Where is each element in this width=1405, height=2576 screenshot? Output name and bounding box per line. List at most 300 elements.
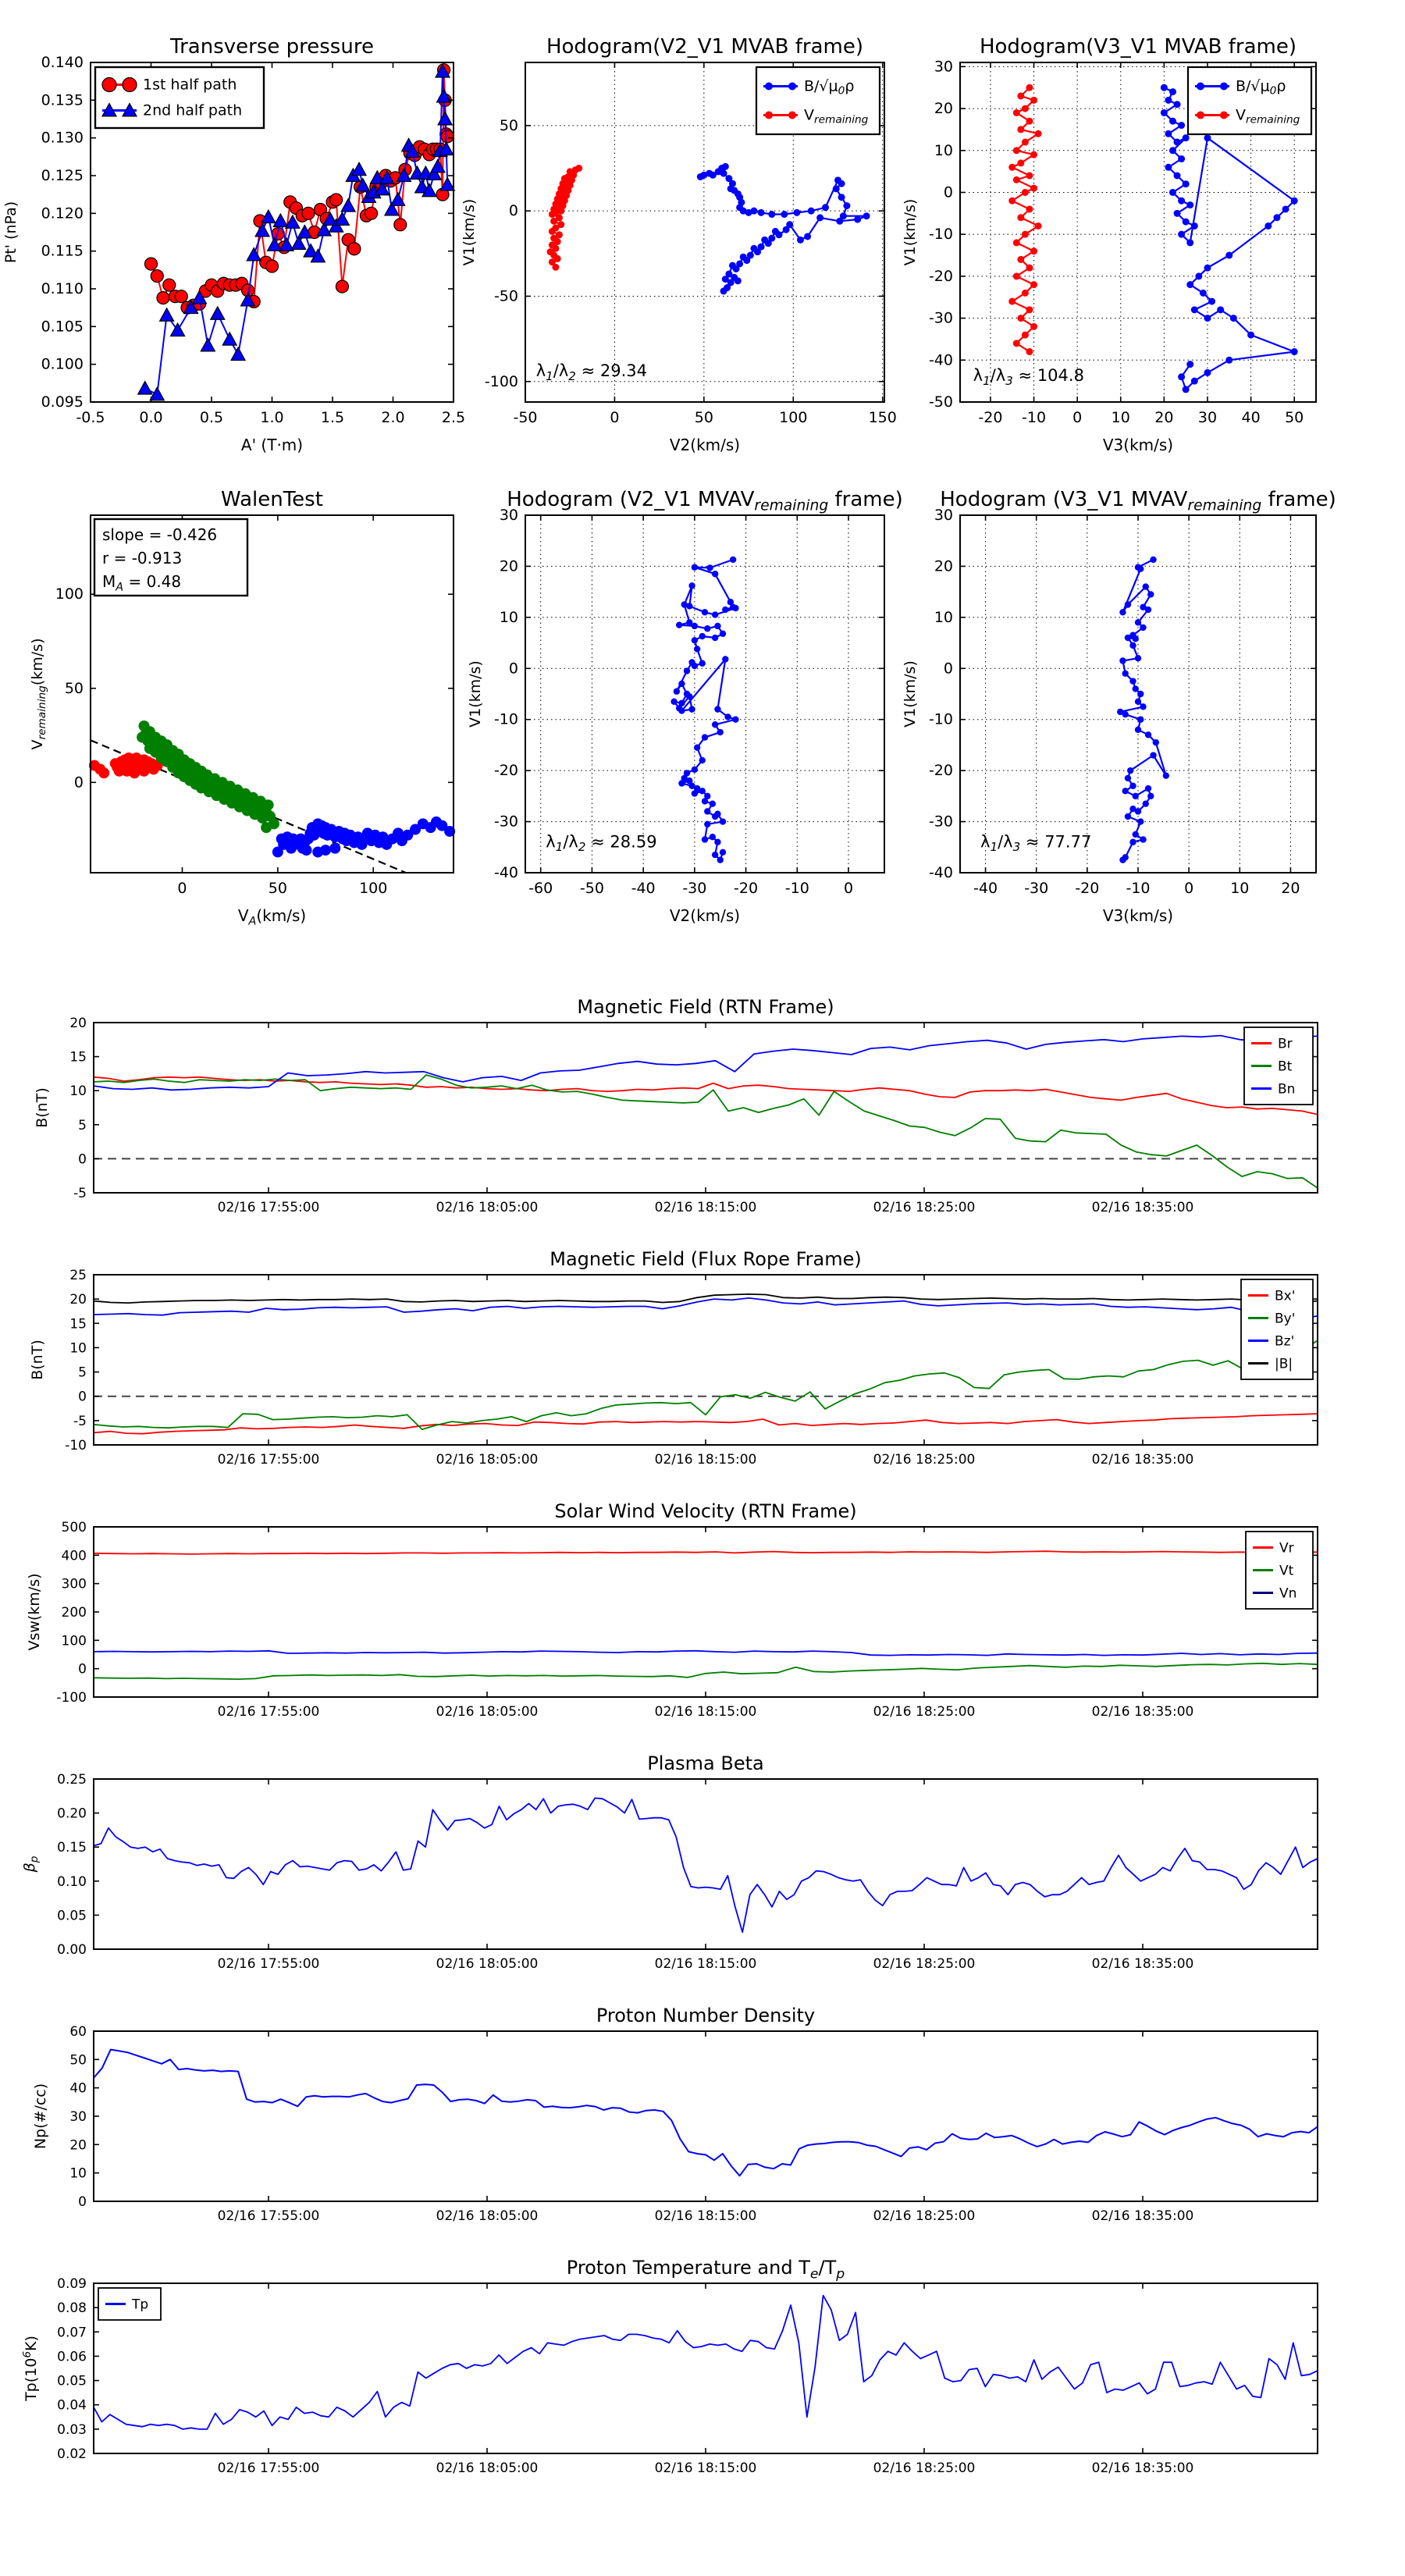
legend-label: Tp	[132, 2297, 149, 2313]
point-marker	[712, 635, 718, 641]
x-axis-label: V3(km/s)	[1102, 436, 1174, 454]
point-marker	[329, 843, 340, 854]
x-tick-label: 02/16 17:55:00	[217, 2208, 320, 2224]
y-tick-label: -30	[928, 813, 953, 831]
y-axis-label: V1(km/s)	[902, 660, 919, 728]
x-tick-label: -40	[973, 880, 998, 897]
point-marker	[1145, 785, 1151, 792]
legend-label: Vt	[1279, 1563, 1294, 1579]
point-marker	[1022, 139, 1029, 146]
legend-label: $B/√\mu_0\rho$	[804, 77, 855, 98]
point-marker	[730, 557, 736, 563]
point-marker	[1183, 386, 1190, 393]
point-marker	[1183, 219, 1190, 226]
y-tick-label: -40	[928, 864, 953, 881]
y-tick-label: 0.03	[57, 2421, 87, 2438]
y-tick-label: 30	[934, 507, 953, 524]
y-tick-label: -40	[493, 864, 518, 881]
y-tick-label: 50	[69, 2052, 87, 2069]
y-tick-label: -10	[928, 710, 953, 728]
point-marker	[1200, 290, 1207, 297]
point-marker	[1125, 775, 1131, 781]
point-marker	[1135, 655, 1141, 661]
point-marker	[1125, 635, 1131, 641]
panel-title: Hodogram(V3_V1 MVAB frame)	[979, 35, 1297, 59]
point-marker	[833, 185, 840, 192]
x-tick-label: 50	[268, 880, 287, 897]
point-marker	[712, 852, 718, 858]
legend	[1241, 1279, 1313, 1379]
point-marker	[863, 212, 870, 219]
point-marker	[717, 729, 724, 735]
x-tick-label: 0	[610, 409, 620, 426]
point-marker	[1204, 315, 1211, 322]
x-tick-label: 02/16 18:15:00	[654, 1704, 757, 1720]
panel-title: Magnetic Field (Flux Rope Frame)	[550, 1248, 862, 1270]
x-tick-label: -40	[631, 880, 656, 897]
y-axis-label: V1(km/s)	[902, 198, 919, 266]
x-tick-label: -10	[1022, 409, 1047, 426]
x-tick-label: 02/16 18:05:00	[436, 1452, 539, 1468]
y-tick-label: 0.25	[57, 1772, 87, 1788]
point-marker	[704, 625, 710, 632]
y-tick-label: 0	[508, 202, 518, 220]
point-marker	[717, 856, 724, 863]
point-marker	[702, 609, 708, 615]
point-marker	[1129, 806, 1136, 812]
y-axis-label: V1(km/s)	[461, 198, 478, 266]
x-tick-label: 0	[177, 880, 187, 897]
point-marker	[1247, 332, 1254, 339]
point-marker	[1022, 189, 1029, 196]
point-marker	[1017, 214, 1024, 221]
y-tick-label: -30	[928, 309, 953, 327]
point-marker	[1174, 210, 1181, 217]
x-tick-label: -10	[784, 880, 809, 897]
point-marker	[1169, 189, 1176, 196]
point-marker	[1026, 205, 1033, 212]
point-marker	[1013, 109, 1020, 116]
point-marker	[838, 180, 845, 187]
y-axis-label: Vsw(km/s)	[26, 1573, 43, 1651]
legend	[95, 67, 264, 128]
x-tick-label: 0	[1072, 409, 1083, 426]
x-tick-label: 02/16 18:15:00	[654, 1200, 757, 1215]
point-marker	[1140, 836, 1146, 842]
point-marker	[394, 219, 407, 231]
point-marker	[1035, 222, 1042, 229]
point-marker	[702, 836, 708, 842]
point-marker	[1143, 800, 1149, 806]
point-marker	[710, 834, 716, 840]
legend-label: |B|	[1275, 1356, 1293, 1372]
x-tick-label: 150	[868, 409, 897, 426]
x-tick-label: 02/16 18:25:00	[873, 1200, 976, 1215]
point-marker	[720, 287, 727, 294]
point-marker	[441, 130, 454, 143]
point-marker	[1220, 112, 1228, 119]
x-tick-label: 02/16 18:35:00	[1091, 2460, 1194, 2476]
x-tick-label: 20	[1154, 409, 1174, 426]
point-marker	[163, 279, 176, 291]
y-tick-label: 30	[934, 58, 953, 76]
point-marker	[750, 208, 757, 215]
point-marker	[1183, 134, 1190, 141]
y-tick-label: 0.02	[57, 2446, 87, 2462]
x-tick-label: 02/16 18:35:00	[1091, 1704, 1194, 1720]
y-tick-label: -50	[493, 287, 518, 305]
point-marker	[1174, 139, 1181, 146]
point-marker	[1174, 101, 1181, 108]
point-marker	[854, 216, 861, 223]
point-marker	[704, 821, 710, 827]
point-marker	[330, 194, 343, 206]
y-tick-label: 20	[69, 1016, 87, 1031]
x-tick-label: 0	[1184, 880, 1194, 897]
point-marker	[732, 717, 738, 723]
point-marker	[793, 209, 800, 216]
point-marker	[1026, 265, 1033, 272]
point-marker	[1147, 793, 1154, 799]
x-tick-label: 02/16 18:05:00	[436, 1956, 539, 1972]
point-marker	[1191, 222, 1198, 229]
point-marker	[1282, 205, 1289, 212]
x-tick-label: 02/16 18:05:00	[436, 1200, 539, 1215]
legend-label: 1st half path	[143, 76, 237, 94]
point-marker	[365, 207, 378, 219]
y-tick-label: 200	[61, 1605, 87, 1621]
y-axis-label: B(nT)	[29, 1340, 46, 1380]
point-marker	[1163, 772, 1169, 778]
point-marker	[808, 208, 815, 215]
point-marker	[1197, 112, 1204, 119]
point-marker	[1143, 583, 1149, 589]
point-marker	[1013, 340, 1020, 347]
x-axis-label: $V_A(km/s)$	[237, 906, 307, 928]
point-marker	[1204, 134, 1211, 141]
y-tick-label: 5	[78, 1364, 87, 1381]
point-marker	[788, 112, 796, 119]
point-marker	[1017, 256, 1024, 263]
point-marker	[781, 211, 788, 218]
legend-label: Bn	[1278, 1081, 1296, 1098]
point-marker	[702, 734, 708, 740]
x-tick-label: -50	[579, 880, 604, 897]
point-marker	[768, 211, 775, 218]
x-tick-label: 10	[1230, 880, 1250, 897]
point-marker	[688, 659, 695, 665]
y-axis-label: $V_{remaining}(km/s)$	[29, 638, 49, 750]
point-marker	[722, 607, 728, 613]
point-marker	[722, 163, 729, 170]
y-tick-label: -10	[493, 710, 518, 728]
point-marker	[676, 621, 682, 628]
y-tick-label: 50	[64, 679, 84, 697]
x-tick-label: 02/16 17:55:00	[217, 1200, 320, 1215]
point-marker	[1122, 671, 1129, 677]
point-marker	[1137, 818, 1144, 824]
y-tick-label: 0	[78, 1151, 87, 1168]
point-marker	[1026, 84, 1033, 91]
panel-title: Magnetic Field (RTN Frame)	[577, 996, 834, 1018]
point-marker	[788, 83, 796, 91]
y-tick-label: 500	[61, 1520, 87, 1535]
point-marker	[1026, 173, 1033, 180]
point-marker	[1013, 147, 1020, 154]
x-tick-label: 02/16 18:05:00	[436, 2460, 539, 2476]
y-tick-label: 0	[78, 1661, 87, 1678]
x-tick-label: 02/16 18:15:00	[654, 1956, 757, 1972]
y-tick-label: 0.07	[57, 2325, 87, 2341]
point-marker	[674, 688, 680, 695]
y-tick-label: 0.04	[57, 2397, 87, 2414]
point-marker	[102, 78, 116, 92]
point-marker	[1030, 247, 1037, 254]
point-marker	[758, 209, 765, 216]
y-tick-label: 0.125	[41, 167, 84, 184]
point-marker	[724, 713, 731, 720]
point-marker	[692, 564, 698, 571]
y-tick-label: 0.00	[57, 1942, 87, 1958]
point-marker	[1178, 155, 1185, 162]
point-marker	[1186, 281, 1193, 288]
y-tick-label: 100	[55, 585, 84, 603]
x-tick-label: 02/16 18:05:00	[436, 1704, 539, 1720]
point-marker	[1122, 788, 1129, 794]
y-tick-label: 0.05	[57, 2373, 87, 2389]
point-marker	[1133, 831, 1139, 838]
point-marker	[714, 839, 720, 845]
point-marker	[684, 667, 690, 674]
point-marker	[1208, 298, 1215, 305]
y-tick-label: 0.08	[57, 2300, 87, 2317]
y-tick-label: 300	[61, 1576, 87, 1592]
point-marker	[692, 623, 698, 629]
y-tick-label: 0.120	[41, 205, 84, 222]
point-marker	[694, 745, 700, 751]
point-marker	[712, 721, 718, 728]
point-marker	[1137, 566, 1144, 572]
lambda-annotation: $\lambda_1/\lambda_3 \approx 104.8$	[973, 366, 1084, 388]
point-marker	[712, 571, 718, 577]
point-marker	[1026, 306, 1033, 313]
point-marker	[720, 849, 726, 856]
point-marker	[1291, 197, 1298, 205]
y-tick-label: -10	[65, 1438, 87, 1453]
point-marker	[714, 811, 720, 817]
y-tick-label: -30	[493, 813, 518, 831]
point-marker	[720, 818, 726, 824]
y-tick-label: 0.09	[57, 2276, 87, 2292]
point-marker	[1264, 222, 1272, 229]
point-marker	[714, 706, 720, 712]
y-tick-label: -100	[484, 372, 518, 390]
point-marker	[1030, 185, 1037, 192]
point-marker	[1017, 126, 1024, 133]
x-tick-label: 02/16 17:55:00	[217, 1452, 320, 1468]
y-tick-label: 20	[934, 100, 953, 118]
x-tick-label: 100	[779, 409, 808, 426]
y-axis-label: B(nT)	[34, 1087, 51, 1128]
point-marker	[1140, 624, 1146, 631]
point-marker	[1137, 691, 1144, 697]
point-marker	[145, 258, 158, 270]
x-tick-label: 0	[843, 880, 854, 897]
point-marker	[1217, 306, 1224, 313]
x-tick-label: 02/16 17:55:00	[217, 2460, 320, 2476]
point-marker	[688, 582, 695, 589]
y-tick-label: -50	[928, 393, 953, 411]
point-marker	[1030, 323, 1037, 330]
y-axis-label: $\beta_p$	[21, 1856, 41, 1873]
point-marker	[1017, 315, 1024, 322]
point-marker	[1008, 298, 1016, 305]
panel-title: Hodogram (V2_V1 $MVAV_{remaining}$ frame)	[507, 488, 903, 514]
point-marker	[1150, 752, 1156, 758]
x-tick-label: 02/16 17:55:00	[217, 1956, 320, 1972]
point-marker	[1197, 83, 1204, 91]
walen-stats-line: slope = -0.426	[102, 525, 218, 544]
point-marker	[1030, 281, 1037, 288]
y-tick-label: 20	[69, 2137, 87, 2154]
point-marker	[686, 693, 692, 699]
point-marker	[735, 277, 742, 284]
y-tick-label: 0.130	[41, 129, 84, 147]
x-tick-label: 50	[1285, 409, 1304, 426]
panel-title: Plasma Beta	[647, 1752, 764, 1774]
point-marker	[1273, 214, 1280, 221]
point-marker	[1127, 767, 1133, 774]
point-marker	[1013, 239, 1020, 246]
x-tick-label: 40	[1241, 409, 1261, 426]
y-tick-label: 0.135	[41, 91, 84, 109]
y-tick-label: 10	[69, 2165, 87, 2182]
y-tick-label: 100	[61, 1633, 87, 1649]
x-tick-label: 50	[694, 409, 713, 426]
y-tick-label: 0.095	[41, 393, 84, 411]
legend-label: $B/√\mu_0\rho$	[1236, 77, 1286, 98]
point-marker	[822, 204, 829, 211]
point-marker	[692, 637, 698, 643]
point-marker	[1161, 84, 1168, 91]
legend-label: $V_{remaining}$	[1236, 106, 1300, 126]
panel-title: Solar Wind Velocity (RTN Frame)	[554, 1500, 857, 1522]
point-marker	[1145, 731, 1151, 738]
y-tick-label: 25	[69, 1268, 87, 1283]
point-marker	[1026, 118, 1033, 125]
x-tick-label: 10	[1111, 409, 1130, 426]
point-marker	[549, 211, 556, 218]
point-marker	[302, 207, 315, 219]
x-tick-label: 02/16 18:25:00	[873, 1452, 976, 1468]
point-marker	[706, 564, 713, 571]
point-marker	[1169, 88, 1176, 95]
point-marker	[1133, 793, 1139, 799]
point-marker	[1119, 609, 1126, 615]
point-marker	[336, 280, 348, 293]
y-tick-label: 0	[73, 774, 84, 792]
x-tick-label: 20	[1281, 880, 1300, 897]
point-marker	[843, 202, 850, 209]
y-tick-label: 20	[69, 1292, 87, 1308]
point-marker	[720, 631, 726, 637]
x-axis-label: V2(km/s)	[669, 436, 741, 454]
x-tick-label: -30	[682, 880, 707, 897]
point-marker	[732, 605, 738, 611]
point-marker	[175, 290, 187, 303]
x-tick-label: 02/16 18:25:00	[873, 1704, 976, 1720]
y-tick-label: 20	[499, 557, 518, 575]
legend	[1188, 67, 1311, 134]
lambda-annotation: $\lambda_1/\lambda_3 \approx 77.77$	[980, 832, 1092, 854]
point-marker	[1022, 290, 1029, 297]
y-tick-label: 0.100	[41, 355, 84, 373]
point-marker	[1135, 699, 1141, 705]
x-tick-label: -20	[978, 409, 1003, 426]
x-tick-label: -0.5	[76, 409, 105, 426]
point-marker	[699, 788, 706, 794]
point-marker	[750, 245, 757, 252]
point-marker	[1178, 373, 1185, 380]
x-tick-label: 02/16 18:15:00	[654, 1452, 757, 1468]
y-tick-label: 30	[69, 2109, 87, 2125]
point-marker	[1125, 813, 1131, 820]
point-marker	[710, 800, 716, 806]
y-tick-label: -40	[928, 351, 953, 369]
point-marker	[1183, 180, 1190, 187]
point-marker	[1291, 348, 1298, 355]
y-tick-label: 15	[69, 1049, 87, 1066]
x-tick-label: 02/16 18:15:00	[654, 2208, 757, 2224]
y-tick-label: 0	[78, 2194, 87, 2210]
y-tick-label: 0.115	[41, 242, 84, 260]
point-marker	[1137, 717, 1144, 723]
panel-title: Transverse pressure	[170, 35, 374, 59]
y-tick-label: 30	[499, 507, 518, 524]
panel-title: Hodogram (V3_V1 $MVAV_{remaining}$ frame)	[940, 488, 1336, 514]
point-marker	[1129, 678, 1136, 684]
legend-label: Bz'	[1275, 1333, 1295, 1350]
point-marker	[702, 798, 708, 804]
x-tick-label: -10	[1126, 880, 1151, 897]
x-axis-label: V3(km/s)	[1102, 906, 1174, 925]
point-marker	[1017, 92, 1024, 99]
point-marker	[1022, 231, 1029, 238]
point-marker	[692, 767, 698, 773]
point-marker	[348, 243, 361, 255]
point-marker	[1135, 619, 1141, 625]
y-tick-label: 0.05	[57, 1908, 87, 1924]
x-tick-label: 2.5	[441, 409, 466, 426]
point-marker	[1013, 176, 1020, 183]
point-marker	[1030, 151, 1037, 158]
point-marker	[1129, 783, 1136, 789]
y-tick-label: 20	[934, 557, 953, 575]
point-marker	[699, 757, 706, 763]
point-marker	[740, 254, 747, 261]
panel-title: Proton Temperature and $T_e/T_p$	[566, 2257, 845, 2282]
x-tick-label: 100	[359, 880, 388, 897]
x-tick-label: -50	[513, 409, 538, 426]
y-tick-label: -20	[493, 762, 518, 780]
point-marker	[1129, 642, 1136, 649]
point-marker	[1008, 197, 1016, 205]
x-tick-label: 2.0	[381, 409, 405, 426]
point-marker	[670, 699, 677, 705]
y-tick-label: 10	[69, 1340, 87, 1357]
legend-label: Bx'	[1275, 1288, 1296, 1304]
point-marker	[1204, 265, 1211, 272]
